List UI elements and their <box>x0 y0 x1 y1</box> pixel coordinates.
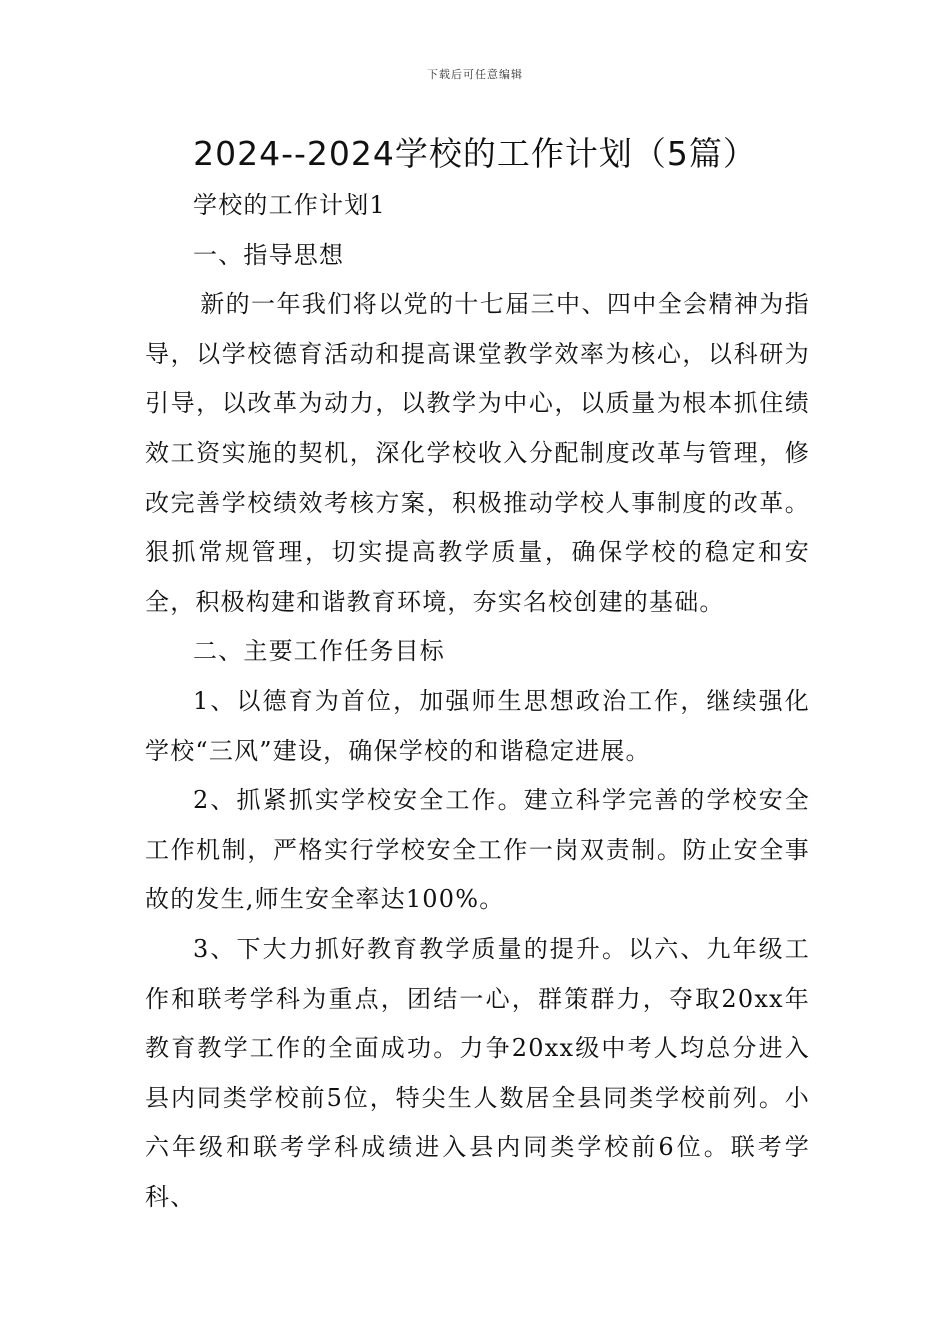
header-note: 下载后可任意编辑 <box>427 68 523 81</box>
section-heading-1: 一、指导思想 <box>193 240 345 269</box>
document-body <box>145 181 810 1222</box>
paragraph-item-3: 3、下大力抓好教育教学质量的提升。以六、九年级工作和联考学科为重点，团结一心，群策群力，夺取20xx年教育教学工作的全面成功。力争20xx级中考人均总分进入县内同类学校前5位，特尖生人数居全县同类学校前列。小六年级和联考学科成绩进入县内同类学校前6位。联考学科、 <box>145 934 810 1211</box>
document-title: 2024--2024学校的工作计划（5篇） <box>193 134 757 173</box>
subtitle-plan-1: 学校的工作计划1 <box>193 191 386 219</box>
paragraph-item-1: 1、以德育为首位，加强师生思想政治工作，继续强化学校“三风”建设，确保学校的和谐稳定进展。 <box>145 686 810 765</box>
paragraph-item-2: 2、抓紧抓实学校安全工作。建立科学完善的学校安全工作机制，严格实行学校安全工作一岗双责制。防止安全事故的发生,师生安全率达100%。 <box>145 786 810 914</box>
section-heading-2: 二、主要工作任务目标 <box>193 637 445 666</box>
paragraph-guiding-thought: 新的一年我们将以党的十七届三中、四中全会精神为指导，以学校德育活动和提高课堂教学效率为核心，以科研为引导，以改革为动力，以教学为中心，以质量为根本抓住绩效工资实施的契机，深化学校收入分配制度改革与管理，修改完善学校绩效考核方案，积极推动学校人事制度的改革。狠抓常规管理，切实提高教学质量，确保学校的稳定和安全，积极构建和谐教育环境，夯实名校创建的基础。 <box>145 290 810 616</box>
